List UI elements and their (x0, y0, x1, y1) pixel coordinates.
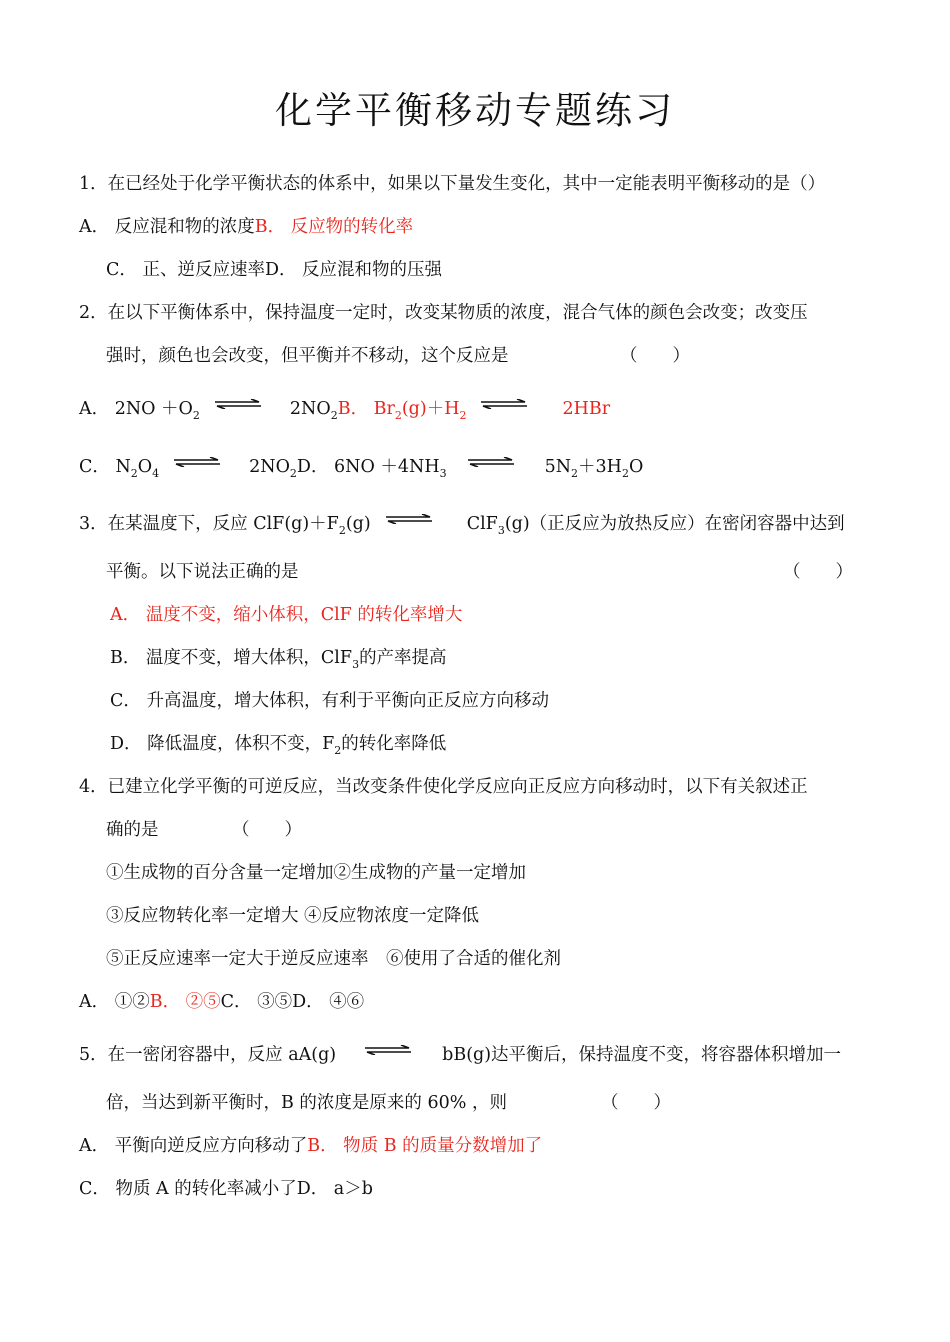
q2-option-a: A． $2NO +O_2$ $2NO_2$ (79, 399, 338, 422)
page-title: 化学平衡移动专题练习 (275, 89, 675, 132)
q3-option-a: A． 温度不变，缩小体积，ClF 的转化率增大 (110, 605, 463, 625)
equilibrium-arrow-icon (385, 514, 433, 524)
q1-option-d: D． 反应混和物的压强 (264, 260, 443, 280)
q4-option-d: D． ④⑥ (292, 992, 365, 1012)
q5-answer-paren: （ ） (601, 1093, 671, 1113)
equilibrium-arrow-icon (214, 399, 262, 409)
q5-option-b: B． 物质 B 的质量分数增加了 (307, 1136, 543, 1156)
q4-option-b: B． ②⑤ (149, 992, 221, 1012)
q1-options-row2 (106, 262, 442, 280)
equilibrium-arrow-icon (480, 399, 528, 409)
q4-stem-line2: 确的是 (106, 820, 159, 840)
q4-statement-1: ①生成物的百分含量一定增加②生成物的产量一定增加 (106, 863, 526, 883)
q4-options (79, 994, 364, 1012)
q3-stem-line1: 3．在某温度下，反应 $ClF(g)+F_2(g)$ ClF$_3$(g)（正反应为放热反应）在密闭容器中达到 (79, 514, 845, 537)
q3-option-c: C． 升高温度，增大体积，有利于平衡向正反应方向移动 (110, 691, 549, 711)
q2-stem-line1: 2．在以下平衡体系中，保持温度一定时，改变某物质的浓度，混合气体的颜色会改变；改变压 (79, 303, 808, 323)
q5-options-ab (79, 1138, 542, 1156)
q1-options-row1 (79, 219, 413, 237)
q4-option-c: C． ③⑤ (220, 992, 293, 1012)
equilibrium-arrow-icon (173, 457, 221, 467)
q3-option-b: B． 温度不变，增大体积，ClF$_3$的产率提高 (110, 648, 447, 671)
q2-stem-line2: 强时，颜色也会改变，但平衡并不移动，这个反应是 (106, 346, 509, 366)
q4-answer-paren: （ ） (232, 820, 302, 840)
q2-option-b: B． $Br_2(g)+H_2$ 2HBr (337, 399, 611, 422)
q4-statement-3: ⑤正反应速率一定大于逆反应速率 ⑥使用了合适的催化剂 (106, 949, 561, 969)
q1-stem: 1．在已经处于化学平衡状态的体系中，如果以下量发生变化，其中一定能表明平衡移动的是（） (79, 174, 826, 194)
equilibrium-arrow-icon (364, 1045, 412, 1055)
q2-option-d: D． $6NO +4NH_3$ $5N_2+3H_2O$ (296, 457, 644, 480)
q1-option-a: A． 反应混和物的浓度 (79, 217, 255, 237)
q5-options-cd (79, 1181, 373, 1199)
q2-options-ab (79, 399, 611, 422)
q2-option-c: C． $N_2O_4$ $2NO_2$ (79, 457, 297, 480)
q1-option-b: B． 反应物的转化率 (254, 217, 414, 237)
q5-option-d: D． a＞b (296, 1179, 373, 1199)
q4-stem-line1: 4．已建立化学平衡的可逆反应，当改变条件使化学反应向正反应方向移动时，以下有关叙述正 (79, 777, 808, 797)
q3-stem-line2: 平衡。以下说法正确的是 (106, 562, 299, 582)
q3-answer-paren: （ ） (783, 562, 853, 582)
equilibrium-arrow-icon (467, 457, 515, 467)
q3-option-d: D． 降低温度，体积不变，$F_2$的转化率降低 (110, 734, 447, 757)
q2-answer-paren: （ ） (620, 346, 690, 366)
q5-stem-line2: 倍，当达到新平衡时，B 的浓度是原来的 60% ，则 (106, 1093, 507, 1113)
q1-option-c: C． 正、逆反应速率 (106, 260, 265, 280)
q5-option-a: A． 平衡向逆反应方向移动了 (79, 1136, 308, 1156)
q2-options-cd (79, 457, 644, 480)
q5-stem-line1: 5．在一密闭容器中，反应 aA(g) bB(g)达平衡后，保持温度不变，将容器体积增加一 (79, 1045, 842, 1065)
q4-option-a: A． ①② (79, 992, 150, 1012)
q4-statement-2: ③反应物转化率一定增大 ④反应物浓度一定降低 (106, 906, 480, 926)
q5-option-c: C． 物质 A 的转化率减小了 (79, 1179, 297, 1199)
